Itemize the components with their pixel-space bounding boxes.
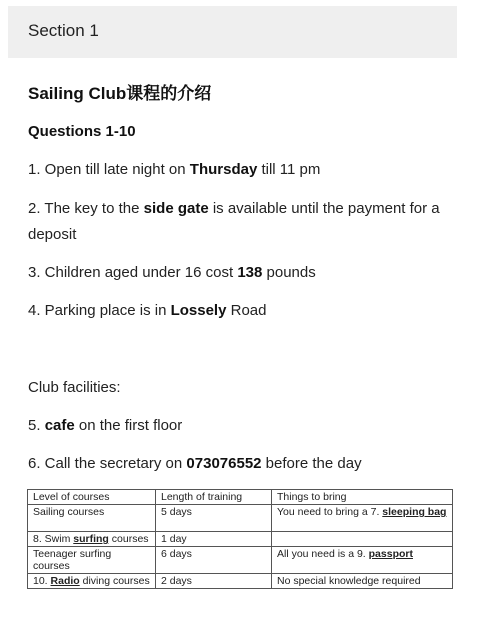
cell-level: Teenager surfing courses (28, 547, 156, 574)
cell-level: Sailing courses (28, 505, 156, 532)
question-5: 5. cafe on the first floor (28, 417, 183, 434)
cell-length: 6 days (156, 547, 272, 574)
page-title: Sailing Club课程的介绍 (28, 84, 212, 103)
question-4: 4. Parking place is in Lossely Road (28, 302, 267, 319)
section-header (8, 6, 457, 58)
table-header-row (28, 490, 453, 505)
table-row (28, 547, 453, 574)
cell-length: 5 days (156, 505, 272, 532)
header-things: Things to bring (272, 490, 453, 505)
cell-level: 8. Swim surfing courses (28, 532, 156, 547)
courses-table (27, 489, 453, 589)
cell-things (272, 532, 453, 547)
cell-things: All you need is a 9. passport (272, 547, 453, 574)
facilities-label: Club facilities: (28, 379, 121, 396)
cell-length: 2 days (156, 574, 272, 589)
cell-length: 1 day (156, 532, 272, 547)
cell-level: 10. Radio diving courses (28, 574, 156, 589)
section-label: Section 1 (28, 21, 99, 40)
table-row (28, 574, 453, 589)
header-level: Level of courses (28, 490, 156, 505)
cell-things: No special knowledge required (272, 574, 453, 589)
header-length: Length of training (156, 490, 272, 505)
question-6: 6. Call the secretary on 073076552 before the day (28, 455, 362, 472)
table-row (28, 505, 453, 532)
table-row (28, 532, 453, 547)
cell-things: You need to bring a 7. sleeping bag (272, 505, 453, 532)
question-1: 1. Open till late night on Thursday till 11 pm (28, 161, 321, 178)
questions-heading: Questions 1-10 (28, 123, 136, 140)
question-2: 2. The key to the side gate is available until the payment for a deposit (28, 200, 440, 243)
question-3: 3. Children aged under 16 cost 138 pounds (28, 264, 316, 281)
